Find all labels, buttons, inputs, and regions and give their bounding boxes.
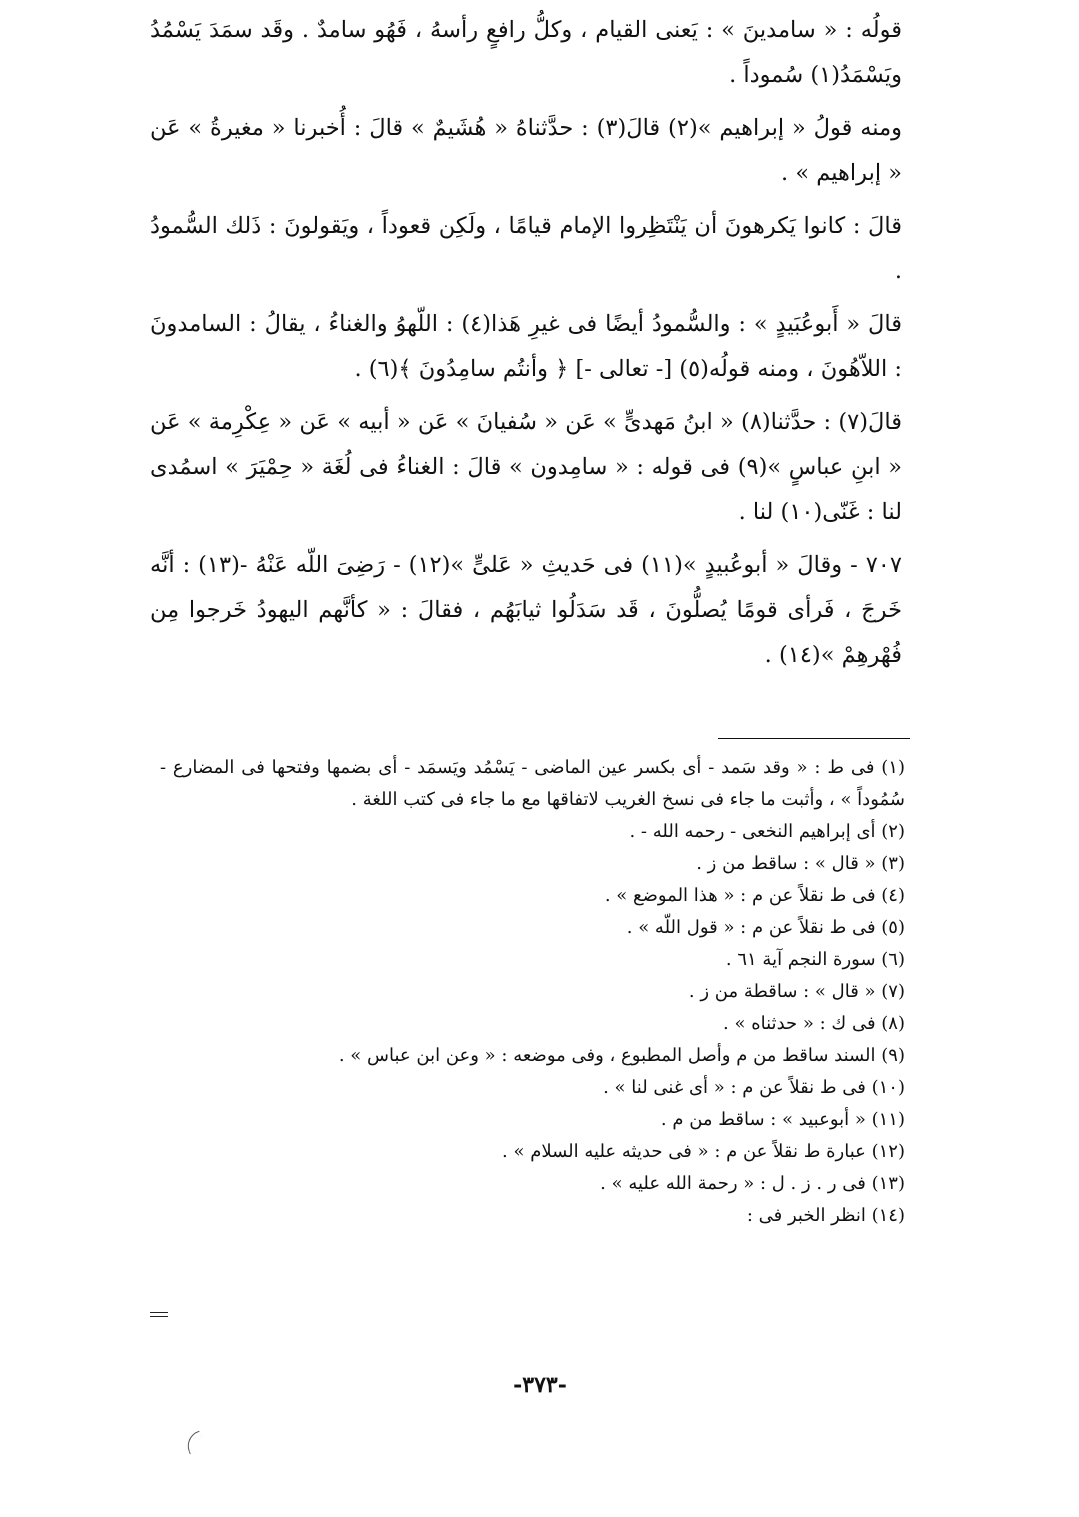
paragraph-707: ٧٠٧ - وقالَ « أبوعُبيدٍ »(١١) فى حَديثِ « عَلىٍّ »(١٢) - رَضِىَ اللّه عَنْهُ -(١٣) : أنَّه خَرجَ ، فَرأى قومًا يُصلُّونَ ، قَد سَدَلُوا ثيابَهُم ، فقالَ : « كأنَّهم اليهودُ خَرجوا مِن فُهْرهِمْ »(١٤) . xyxy=(150,552,902,668)
footnote-10: (١٠) فى ط نقلاً عن م : « أى غنى لنا » . xyxy=(603,1077,905,1098)
paragraph-ibrahim: ومنه قولُ « إبراهيم »(٢) قالَ(٣) : حدَّثناهُ « هُشَيمٌ » قالَ : أُخبرنا « مغيرةُ » عَن « إبراهيم » . xyxy=(150,115,902,186)
footnote-8: (٨) فى ك : « حدثناه » . xyxy=(723,1013,905,1034)
paragraph-lahw: قالَ « أَبوعُبَيدٍ » : والسُّمودُ أيضًا فى غيرِ هَذا(٤) : اللّهوُ والغناءُ ، يقالُ : السامدونَ : اللاّهُونَ ، ومنه قولُه(٥) [- تعالى -] ﴿ وأنتُم سامِدُونَ ﴾(٦) . xyxy=(150,311,902,382)
footnote-14: (١٤) انظر الخبر فى : xyxy=(746,1205,905,1226)
main-text xyxy=(150,8,902,686)
footnotes xyxy=(160,752,905,1232)
footnote-5: (٥) فى ط نقلاً عن م : « قول اللّه » . xyxy=(626,917,905,938)
footnote-1: (١) فى ط : « وقد سَمد - أى بكسر عين الماضى - يَسْمُد ويَسمَد - أى بضمها وفتحها فى المضارع - سُمُوداً » ، وأثبت ما جاء فى نسخ الغريب لاتفاقها مع ما جاء فى كتب اللغة . xyxy=(160,757,905,810)
footnote-9: (٩) السند ساقط من م وأصل المطبوع ، وفى موضعه : « وعن ابن عباس » . xyxy=(338,1045,905,1066)
footnote-13: (١٣) فى ر . ز . ل : « رحمة الله عليه » . xyxy=(600,1173,905,1194)
footnote-2: (٢) أى إبراهيم النخعى - رحمه الله - . xyxy=(629,821,905,842)
footnote-7: (٧) « قال » : ساقطة من ز . xyxy=(688,981,905,1002)
stray-mark xyxy=(183,1431,205,1455)
footnote-11: (١١) « أبوعبيد » : ساقط من م . xyxy=(660,1109,905,1130)
paragraph-ibn-mahdi: قالَ(٧) : حدَّثنا(٨) « ابنُ مَهدىٍّ » عَن « سُفيانَ » عَن « أبيه » عَن « عِكْرِمة » عَن « ابنِ عباسٍ »(٩) فى قوله : « سامِدون » قالَ : الغناءُ فى لُغَة « حِمْيَرَ » اسمُدى لنا : غَنّى(١٠) لنا . xyxy=(150,409,902,525)
footnote-4: (٤) فى ط نقلاً عن م : « هذا الموضع » . xyxy=(604,885,905,906)
footnote-12: (١٢) عبارة ط نقلاً عن م : « فى حديثه عليه السلام » . xyxy=(502,1141,905,1162)
footnote-separator xyxy=(718,738,910,739)
margin-mark xyxy=(150,1312,168,1318)
footnote-3: (٣) « قال » : ساقط من ز . xyxy=(696,853,905,874)
page-number: -٣٧٣- xyxy=(513,1372,567,1398)
paragraph-qiyam: قالَ : كانوا يَكرهونَ أن يَنْتَظِروا الإمام قيامًا ، ولَكِن قعوداً ، ويَقولونَ : ذَلك السُّمودُ . xyxy=(150,213,902,284)
footnote-6: (٦) سورة النجم آية ٦١ . xyxy=(725,949,905,970)
paragraph-samidin: قولُه : « سامدينَ » : يَعنى القيام ، وكلُّ رافعٍ رأسهُ ، فَهُو سامدٌ . وقَد سمَدَ يَسْمُدُ ويَسْمَدُ(١) سُموداً . xyxy=(150,17,902,88)
